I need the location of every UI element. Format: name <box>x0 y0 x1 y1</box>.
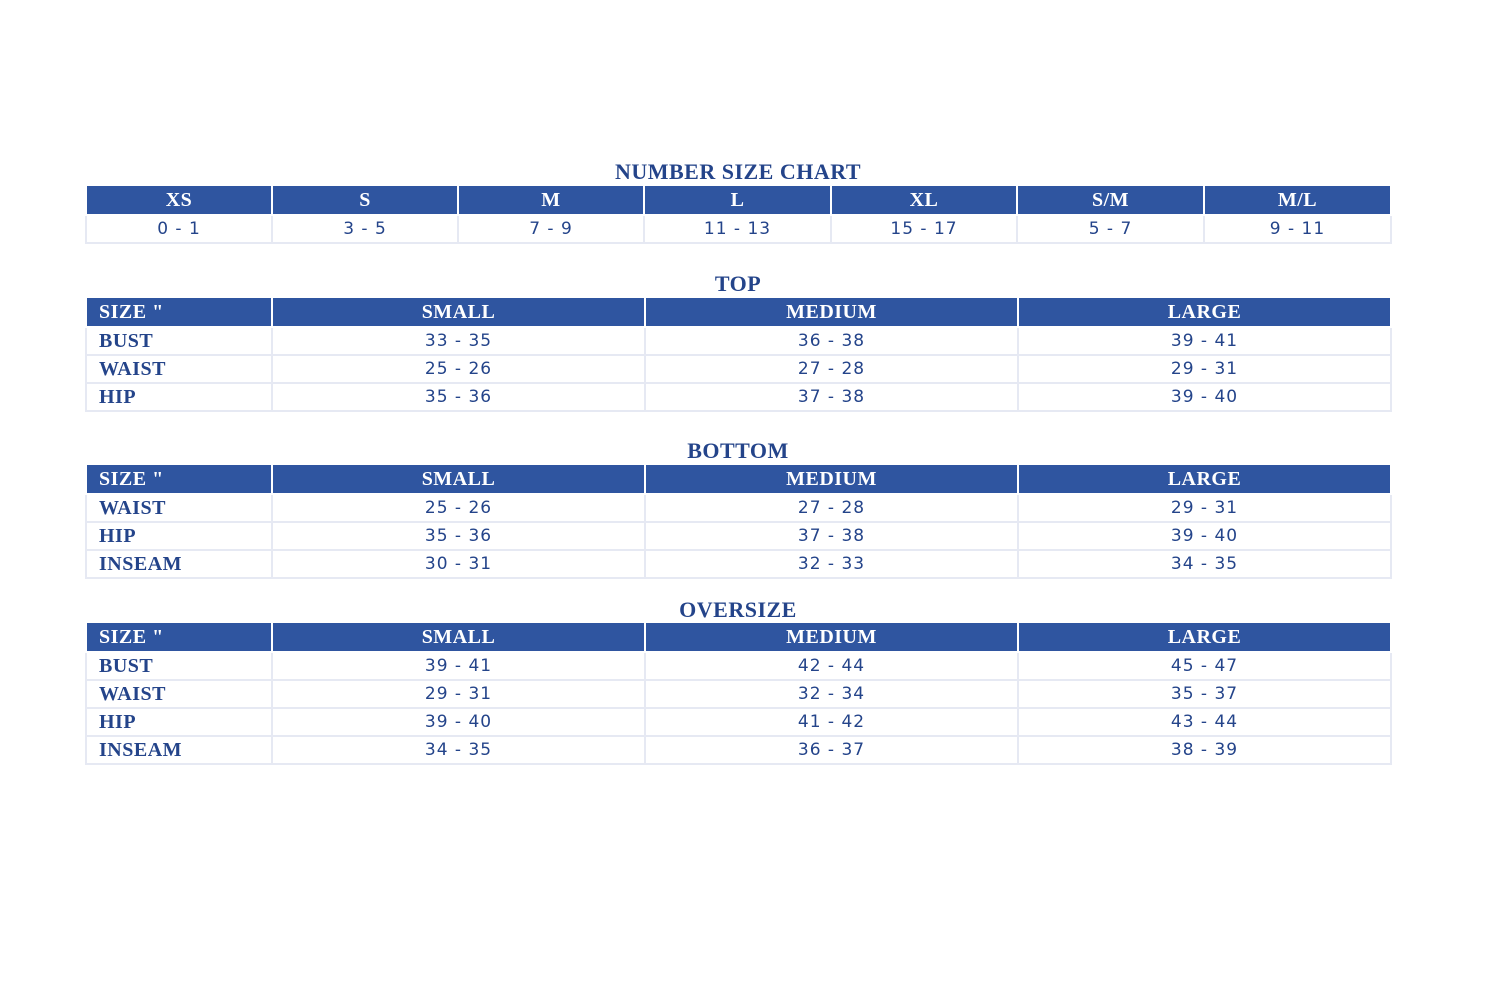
size-header-xs: XS <box>86 185 272 215</box>
value-cell: 34 - 35 <box>1018 550 1391 578</box>
value-cell: 36 - 38 <box>645 327 1018 355</box>
value-cell: 36 - 37 <box>645 736 1018 764</box>
large-header: LARGE <box>1018 622 1391 652</box>
row-label: INSEAM <box>86 550 272 578</box>
value-cell: 32 - 34 <box>645 680 1018 708</box>
size-header-xl: XL <box>831 185 1017 215</box>
value-cell: 41 - 42 <box>645 708 1018 736</box>
oversize-size-table <box>85 621 1392 765</box>
table-row <box>86 550 1391 578</box>
value-cell: 25 - 26 <box>272 494 645 522</box>
number-cell: 11 - 13 <box>644 215 831 243</box>
value-cell: 39 - 40 <box>1018 522 1391 550</box>
size-header-sm: S/M <box>1017 185 1204 215</box>
value-cell: 42 - 44 <box>645 652 1018 680</box>
medium-header: MEDIUM <box>645 297 1018 327</box>
value-cell: 35 - 36 <box>272 522 645 550</box>
value-cell: 37 - 38 <box>645 383 1018 411</box>
value-cell: 39 - 41 <box>272 652 645 680</box>
table-row <box>86 355 1391 383</box>
value-cell: 35 - 37 <box>1018 680 1391 708</box>
value-cell: 27 - 28 <box>645 494 1018 522</box>
table-header-row <box>86 464 1391 494</box>
table-row <box>86 327 1391 355</box>
bottom-title: BOTTOM <box>687 438 789 463</box>
table-row <box>86 680 1391 708</box>
medium-header: MEDIUM <box>645 464 1018 494</box>
value-cell: 25 - 26 <box>272 355 645 383</box>
size-header-m: M <box>458 185 644 215</box>
number-size-table <box>85 184 1392 244</box>
value-cell: 43 - 44 <box>1018 708 1391 736</box>
value-cell: 45 - 47 <box>1018 652 1391 680</box>
small-header: SMALL <box>272 297 645 327</box>
table-row <box>86 522 1391 550</box>
value-cell: 29 - 31 <box>1018 355 1391 383</box>
table-row <box>86 383 1391 411</box>
value-cell: 37 - 38 <box>645 522 1018 550</box>
size-header-s: S <box>272 185 458 215</box>
table-row <box>86 494 1391 522</box>
small-header: SMALL <box>272 622 645 652</box>
top-size-table <box>85 296 1392 412</box>
table-row <box>86 215 1391 243</box>
number-cell: 9 - 11 <box>1204 215 1391 243</box>
large-header: LARGE <box>1018 464 1391 494</box>
row-label: HIP <box>86 708 272 736</box>
value-cell: 39 - 41 <box>1018 327 1391 355</box>
number-cell: 15 - 17 <box>831 215 1017 243</box>
row-label: WAIST <box>86 355 272 383</box>
value-cell: 29 - 31 <box>272 680 645 708</box>
row-label: WAIST <box>86 680 272 708</box>
value-cell: 38 - 39 <box>1018 736 1391 764</box>
value-cell: 39 - 40 <box>272 708 645 736</box>
number-cell: 0 - 1 <box>86 215 272 243</box>
number-cell: 3 - 5 <box>272 215 458 243</box>
number-size-chart-title: NUMBER SIZE CHART <box>614 159 862 184</box>
table-row <box>86 652 1391 680</box>
value-cell: 33 - 35 <box>272 327 645 355</box>
table-header-row <box>86 297 1391 327</box>
size-header-l: L <box>644 185 831 215</box>
size-header: SIZE " <box>86 297 272 327</box>
value-cell: 34 - 35 <box>272 736 645 764</box>
top-title: TOP <box>714 271 762 296</box>
table-header-row <box>86 622 1391 652</box>
value-cell: 30 - 31 <box>272 550 645 578</box>
row-label: BUST <box>86 327 272 355</box>
number-cell: 5 - 7 <box>1017 215 1204 243</box>
size-header-ml: M/L <box>1204 185 1391 215</box>
row-label: HIP <box>86 522 272 550</box>
value-cell: 32 - 33 <box>645 550 1018 578</box>
oversize-title: OVERSIZE <box>679 597 797 622</box>
table-row <box>86 736 1391 764</box>
row-label: INSEAM <box>86 736 272 764</box>
table-row <box>86 708 1391 736</box>
row-label: HIP <box>86 383 272 411</box>
small-header: SMALL <box>272 464 645 494</box>
value-cell: 29 - 31 <box>1018 494 1391 522</box>
large-header: LARGE <box>1018 297 1391 327</box>
value-cell: 39 - 40 <box>1018 383 1391 411</box>
medium-header: MEDIUM <box>645 622 1018 652</box>
size-header: SIZE " <box>86 622 272 652</box>
table-header-row <box>86 185 1391 215</box>
row-label: BUST <box>86 652 272 680</box>
row-label: WAIST <box>86 494 272 522</box>
value-cell: 35 - 36 <box>272 383 645 411</box>
bottom-size-table <box>85 463 1392 579</box>
number-cell: 7 - 9 <box>458 215 644 243</box>
value-cell: 27 - 28 <box>645 355 1018 383</box>
size-header: SIZE " <box>86 464 272 494</box>
